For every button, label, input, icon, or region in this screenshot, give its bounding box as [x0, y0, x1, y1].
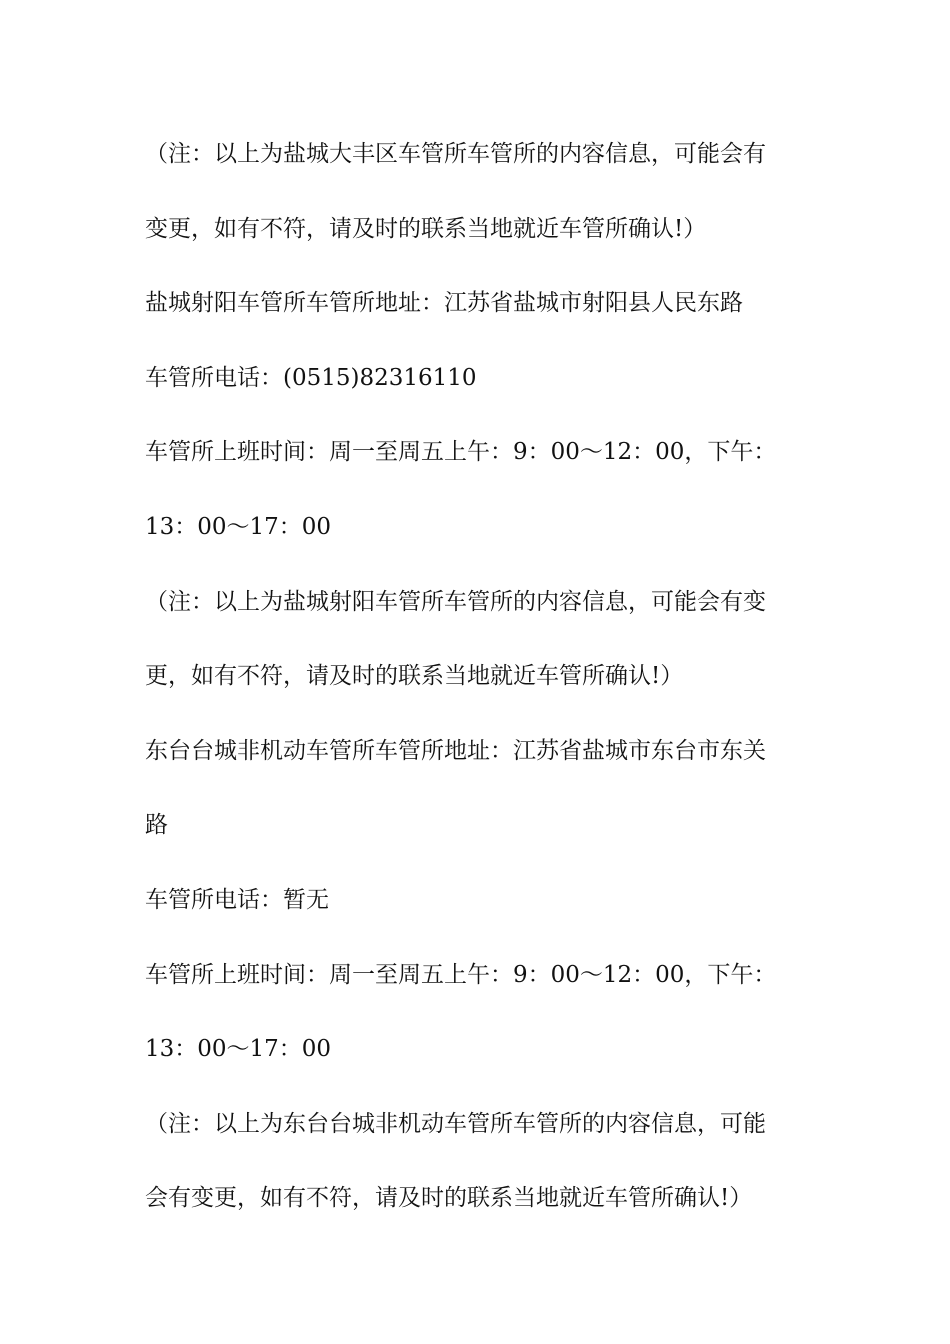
phone-line: 车管所电话：(0515)82316110	[145, 364, 477, 391]
note-line: （注：以上为盐城射阳车管所车管所的内容信息，可能会有变	[145, 588, 766, 615]
note-line: 更，如有不符，请及时的联系当地就近车管所确认!）	[145, 663, 684, 690]
hours-line: 车管所上班时间：周一至周五上午：9：00～12：00，下午：	[145, 439, 777, 466]
hours-line: 13：00～17：00	[145, 513, 332, 540]
document-body	[145, 124, 810, 1243]
note-line: （注：以上为盐城大丰区车管所车管所的内容信息，可能会有	[145, 141, 766, 167]
hours-line: 13：00～17：00	[145, 1036, 332, 1063]
address-line: 路	[145, 812, 168, 839]
note-line: 变更，如有不符，请及时的联系当地就近车管所确认!）	[145, 215, 707, 242]
note-line: 会有变更，如有不符，请及时的联系当地就近车管所确认!）	[145, 1185, 753, 1212]
address-line: 东台台城非机动车管所车管所地址：江苏省盐城市东台市东关	[145, 737, 766, 764]
hours-line: 车管所上班时间：周一至周五上午：9：00～12：00，下午：	[145, 961, 777, 988]
address-line: 盐城射阳车管所车管所地址：江苏省盐城市射阳县人民东路	[145, 290, 743, 317]
phone-line: 车管所电话：暂无	[145, 886, 329, 913]
note-line: （注：以上为东台台城非机动车管所车管所的内容信息，可能	[145, 1110, 766, 1137]
